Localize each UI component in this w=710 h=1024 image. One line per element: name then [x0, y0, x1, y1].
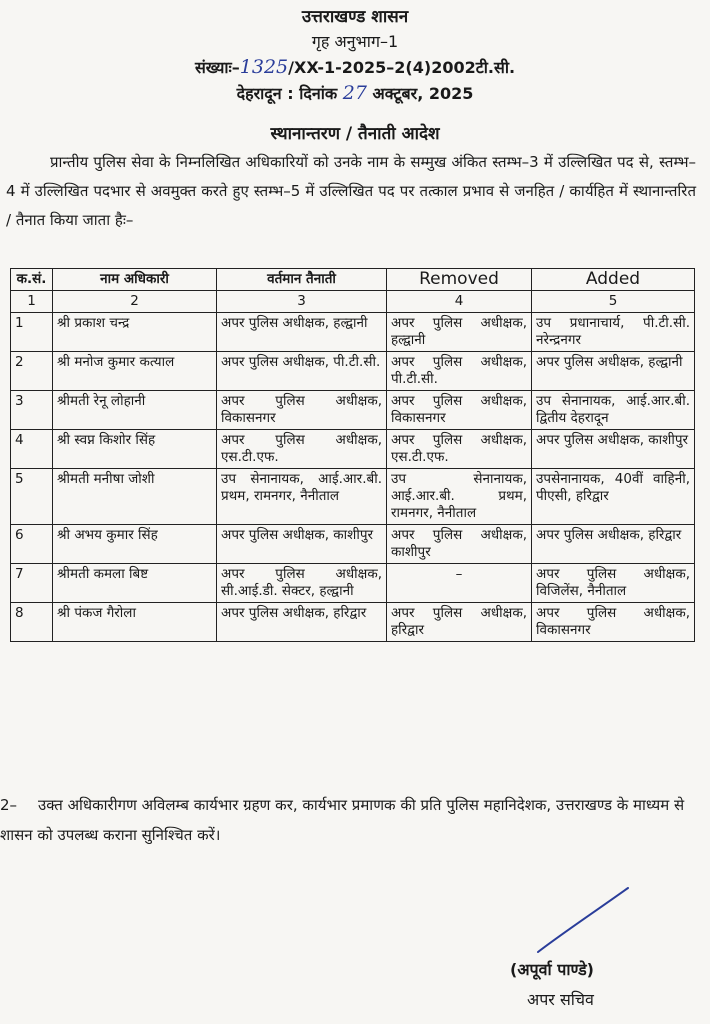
order-date [0, 82, 710, 104]
row-current-posting: अपर पुलिस अधीक्षक, विकासनगर [217, 391, 387, 430]
transfer-table [10, 268, 695, 642]
column-number-row [11, 291, 695, 313]
row-added: अपर पुलिस अधीक्षक, काशीपुर [532, 430, 695, 469]
row-removed: अपर पुलिस अधीक्षक, एस.टी.एफ. [387, 430, 532, 469]
table-row [11, 391, 695, 430]
column-number: 4 [387, 291, 532, 313]
row-sn: 6 [11, 525, 53, 564]
row-added: अपर पुलिस अधीक्षक, हल्द्वानी [532, 352, 695, 391]
column-number: 2 [53, 291, 217, 313]
table-row [11, 525, 695, 564]
column-number: 1 [11, 291, 53, 313]
table-row [11, 313, 695, 352]
signatory-name: (अपूर्वा पाण्डे) [510, 960, 594, 979]
row-name: श्री अभय कुमार सिंह [53, 525, 217, 564]
row-current-posting: अपर पुलिस अधीक्षक, एस.टी.एफ. [217, 430, 387, 469]
row-current-posting: उप सेनानायक, आई.आर.बी. प्रथम, रामनगर, नैनीताल [217, 469, 387, 525]
table-row [11, 430, 695, 469]
table-row [11, 564, 695, 603]
row-added: अपर पुलिस अधीक्षक, हरिद्वार [532, 525, 695, 564]
section-title: गृह अनुभाग–1 [311, 32, 399, 51]
row-name: श्री स्वप्न किशोर सिंह [53, 430, 217, 469]
row-sn: 7 [11, 564, 53, 603]
row-name: श्री पंकज गैरोला [53, 603, 217, 642]
order-number-label: संख्याः– [194, 58, 240, 77]
row-sn: 1 [11, 313, 53, 352]
row-sn: 4 [11, 430, 53, 469]
row-current-posting: अपर पुलिस अधीक्षक, सी.आई.डी. सेक्टर, हल्द्वानी [217, 564, 387, 603]
intro-paragraph: प्रान्तीय पुलिस सेवा के निम्नलिखित अधिकारियों को उनके नाम के सम्मुख अंकित स्तम्भ–3 में उल्लिखित पद से, स्तम्भ–4 में उल्लिखित पदभार से अवमुक्त करते हुए स्तम्भ–5 में उल्लिखित पद पर तत्काल प्रभाव से जनहित / कार्यहित में स्थानान्तरित / तैनात किया जाता हैः– [6, 153, 696, 229]
row-name: श्रीमती कमला बिष्ट [53, 564, 217, 603]
header-name: नाम अधिकारी [53, 269, 217, 291]
signatory-designation: अपर सचिव [527, 990, 594, 1009]
row-removed: अपर पुलिस अधीक्षक, पी.टी.सी. [387, 352, 532, 391]
signature-mark [530, 880, 640, 960]
order-date-label: देहरादून : दिनांक [236, 84, 338, 103]
row-sn: 8 [11, 603, 53, 642]
row-removed: – [387, 564, 532, 603]
table-row [11, 603, 695, 642]
row-current-posting: अपर पुलिस अधीक्षक, हरिद्वार [217, 603, 387, 642]
header-removed: Removed [387, 269, 532, 291]
header-sn: क.सं. [11, 269, 53, 291]
row-added: उप सेनानायक, आई.आर.बी. द्वितीय देहरादून [532, 391, 695, 430]
row-removed: अपर पुलिस अधीक्षक, हल्द्वानी [387, 313, 532, 352]
table-row [11, 469, 695, 525]
row-name: श्री मनोज कुमार कत्याल [53, 352, 217, 391]
column-number: 5 [532, 291, 695, 313]
order-date-handwritten: 27 [342, 82, 367, 104]
order-title: स्थानान्तरण / तैनाती आदेश [270, 124, 440, 144]
section-2-point: 2– [0, 796, 18, 814]
order-number-suffix: /XX-1-2025–2(4)2002टी.सी. [288, 58, 516, 77]
row-removed: अपर पुलिस अधीक्षक, हरिद्वार [387, 603, 532, 642]
header-added: Added [532, 269, 695, 291]
order-number-handwritten: 1325 [239, 56, 289, 78]
column-number: 3 [217, 291, 387, 313]
row-added: उपसेनानायक, 40वीं वाहिनी, पीएसी, हरिद्वार [532, 469, 695, 525]
row-added: अपर पुलिस अधीक्षक, विकासनगर [532, 603, 695, 642]
row-name: श्रीमती रेनू लोहानी [53, 391, 217, 430]
section-2-paragraph [0, 790, 700, 850]
row-current-posting: अपर पुलिस अधीक्षक, पी.टी.सी. [217, 352, 387, 391]
row-removed: अपर पुलिस अधीक्षक, विकासनगर [387, 391, 532, 430]
government-title: उत्तराखण्ड शासन [301, 7, 409, 27]
order-date-suffix: अक्टूबर, 2025 [372, 84, 474, 103]
row-name: श्री प्रकाश चन्द्र [53, 313, 217, 352]
row-current-posting: अपर पुलिस अधीक्षक, काशीपुर [217, 525, 387, 564]
order-number [0, 56, 710, 78]
row-removed: उप सेनानायक, आई.आर.बी. प्रथम, रामनगर, नैनीताल [387, 469, 532, 525]
row-current-posting: अपर पुलिस अधीक्षक, हल्द्वानी [217, 313, 387, 352]
header-current-posting: वर्तमान तैनाती [217, 269, 387, 291]
table-header-row [11, 269, 695, 291]
row-sn: 2 [11, 352, 53, 391]
row-name: श्रीमती मनीषा जोशी [53, 469, 217, 525]
table-row [11, 352, 695, 391]
row-removed: अपर पुलिस अधीक्षक, काशीपुर [387, 525, 532, 564]
row-sn: 3 [11, 391, 53, 430]
row-added: उप प्रधानाचार्य, पी.टी.सी. नरेन्द्रनगर [532, 313, 695, 352]
section-2-text: उक्त अधिकारीगण अविलम्ब कार्यभार ग्रहण कर, कार्यभार प्रमाणक की प्रति पुलिस महानिदेशक, उत्तराखण्ड के माध्यम से शासन को उपलब्ध कराना सुनिश्चित करें। [0, 796, 685, 844]
row-added: अपर पुलिस अधीक्षक, विजिलेंस, नैनीताल [532, 564, 695, 603]
row-sn: 5 [11, 469, 53, 525]
